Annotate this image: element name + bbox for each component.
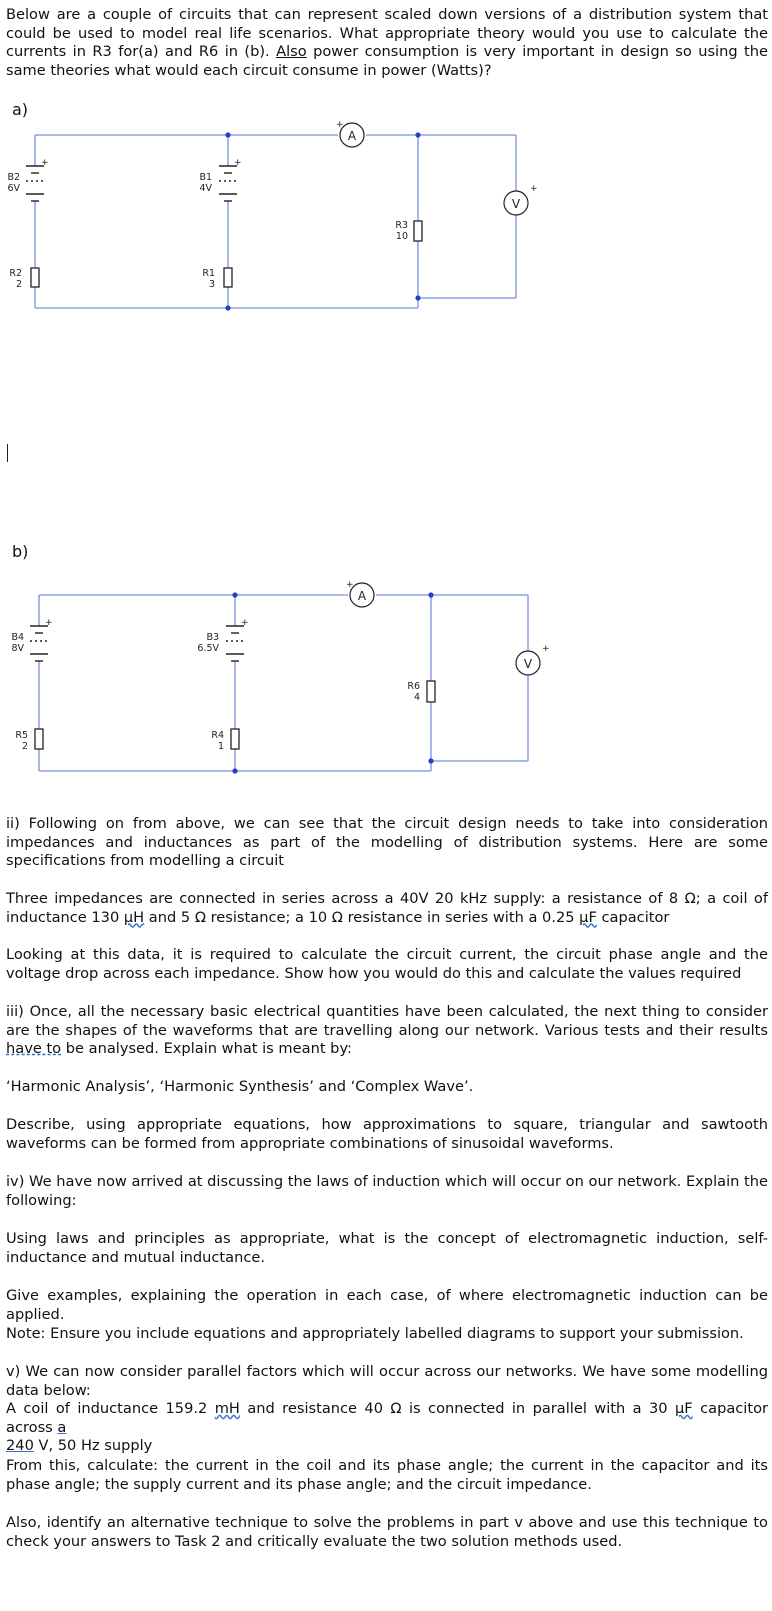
b4-plus: + — [45, 618, 53, 628]
r1-name: R1 — [202, 268, 215, 279]
unit-microfarad-2: μF — [675, 1400, 693, 1418]
b1-name: B1 — [199, 172, 212, 183]
series-impedance-paragraph: Three impedances are connected in series across a 40V 20 kHz supply: a resistance of 8 Ω; a coil of inductance 130 μH and 5 Ω resistance; a 10 Ω resistance in series with a 0.25 μF capacitor — [6, 890, 768, 926]
circuit-a-label: a) — [12, 100, 29, 119]
b2-value: 6V — [7, 183, 20, 194]
voltmeter-b-symbol: V — [523, 657, 533, 671]
intro-text-end: power consumption is very important in design so using the same theories what would each circuit consume in power (Watts)? — [6, 43, 768, 79]
circuit-b-diagram — [0, 575, 772, 785]
b4-value: 8V — [11, 643, 24, 654]
b3-plus: + — [241, 618, 249, 628]
r3-name: R3 — [395, 220, 408, 231]
harmonic-terms: ‘Harmonic Analysis’, ‘Harmonic Synthesis’ and ‘Complex Wave’. — [6, 1078, 474, 1095]
text-cursor — [7, 444, 8, 462]
r5-value: 2 — [21, 741, 28, 752]
resistor-r6 — [427, 681, 435, 702]
ammeter-b-symbol: A — [357, 589, 367, 603]
calculation-instructions: Looking at this data, it is required to calculate the circuit current, the circuit phase angle and the voltage drop across each impedance. Show how you would do this and calculate the values required — [6, 946, 768, 982]
b1-plus: + — [234, 158, 242, 168]
ammeter-b-plus: + — [346, 580, 354, 590]
intro-also-word: Also — [276, 43, 307, 61]
r3-value: 10 — [395, 231, 408, 242]
alternative-technique-paragraph: Also, identify an alternative technique to solve the problems in part v above and use this technique to check your answers to Task 2 and critically evaluate the two solution methods used. — [6, 1514, 768, 1550]
resistor-r3 — [414, 221, 422, 241]
resistor-r4 — [231, 729, 239, 749]
intro-text-start: Below are a couple of circuits that can represent scaled down versions of a distribution system that could be used to model real life scenarios. What appropriate theory would you use to calculate the currents in R3 for(a) and R6 in (b). — [6, 6, 768, 61]
section-iv-paragraph: iv) We have now arrived at discussing the laws of induction which will occur on our network. Explain the following: — [6, 1173, 768, 1209]
ammeter-symbol: A — [347, 129, 357, 143]
intro-paragraph — [6, 6, 768, 80]
resistor-r5 — [35, 729, 43, 749]
b2-name: B2 — [7, 172, 20, 183]
parallel-calculation-question: From this, calculate: the current in the coil and its phase angle; the current in the capacitor and its phase angle; the supply current and its phase angle; and the circuit impedance. — [6, 1457, 768, 1493]
unit-microfarad: μF — [579, 908, 597, 926]
b3-value: 6.5V — [197, 643, 219, 654]
r2-name: R2 — [9, 268, 22, 279]
r4-value: 1 — [217, 741, 224, 752]
b1-value: 4V — [199, 183, 212, 194]
b4-name: B4 — [11, 632, 24, 643]
b3-name: B3 — [206, 632, 219, 643]
circuit-b-label: b) — [12, 542, 29, 561]
section-ii-paragraph: ii) Following on from above, we can see that the circuit design needs to take into consideration impedances and inductances as part of the modelling of distribution systems. Here are some specifications from modelling a circuit — [6, 815, 768, 870]
unit-millihenry: mH — [214, 1400, 240, 1418]
have-to-phrase: have to — [6, 1040, 62, 1058]
section-v-paragraph: v) We can now consider parallel factors which will occur across our networks. We have some modelling data below: A coil of inductance 159.2 mH and resistance 40 Ω is connected in parallel with a 30 μF capacitor across a 240 V, 50 Hz supply — [6, 1363, 769, 1455]
r6-value: 4 — [413, 692, 420, 703]
examples-question: Give examples, explaining the operation in each case, of where electromagnetic induction can be applied. — [6, 1287, 768, 1323]
resistor-r1 — [224, 268, 232, 287]
r2-value: 2 — [15, 279, 22, 290]
ammeter-plus: + — [336, 120, 344, 130]
note-paragraph: Note: Ensure you include equations and appropriately labelled diagrams to support your submission. — [6, 1325, 744, 1342]
r1-value: 3 — [208, 279, 215, 290]
unit-microhenry: μH — [123, 908, 145, 926]
voltage-240: 240 — [6, 1437, 34, 1455]
r4-name: R4 — [211, 730, 224, 741]
r6-name: R6 — [407, 681, 420, 692]
voltmeter-symbol: V — [511, 197, 521, 211]
resistor-r2 — [31, 268, 39, 287]
circuit-a-diagram — [0, 115, 772, 325]
induction-question: Using laws and principles as appropriate, what is the concept of electromagnetic induction, self-inductance and mutual inductance. — [6, 1230, 768, 1266]
waveform-question: Describe, using appropriate equations, how approximations to square, triangular and sawtooth waveforms can be formed from appropriate combinations of sinusoidal waveforms. — [6, 1116, 768, 1152]
voltmeter-b-plus: + — [542, 644, 550, 654]
voltmeter-plus: + — [530, 184, 538, 194]
section-iii-paragraph: iii) Once, all the necessary basic electrical quantities have been calculated, the next thing to consider are the shapes of the waveforms that are travelling along our network. Various tests and their results have to be analysed. Explain what is meant by: — [6, 1003, 768, 1058]
r5-name: R5 — [15, 730, 28, 741]
b2-plus: + — [41, 158, 49, 168]
